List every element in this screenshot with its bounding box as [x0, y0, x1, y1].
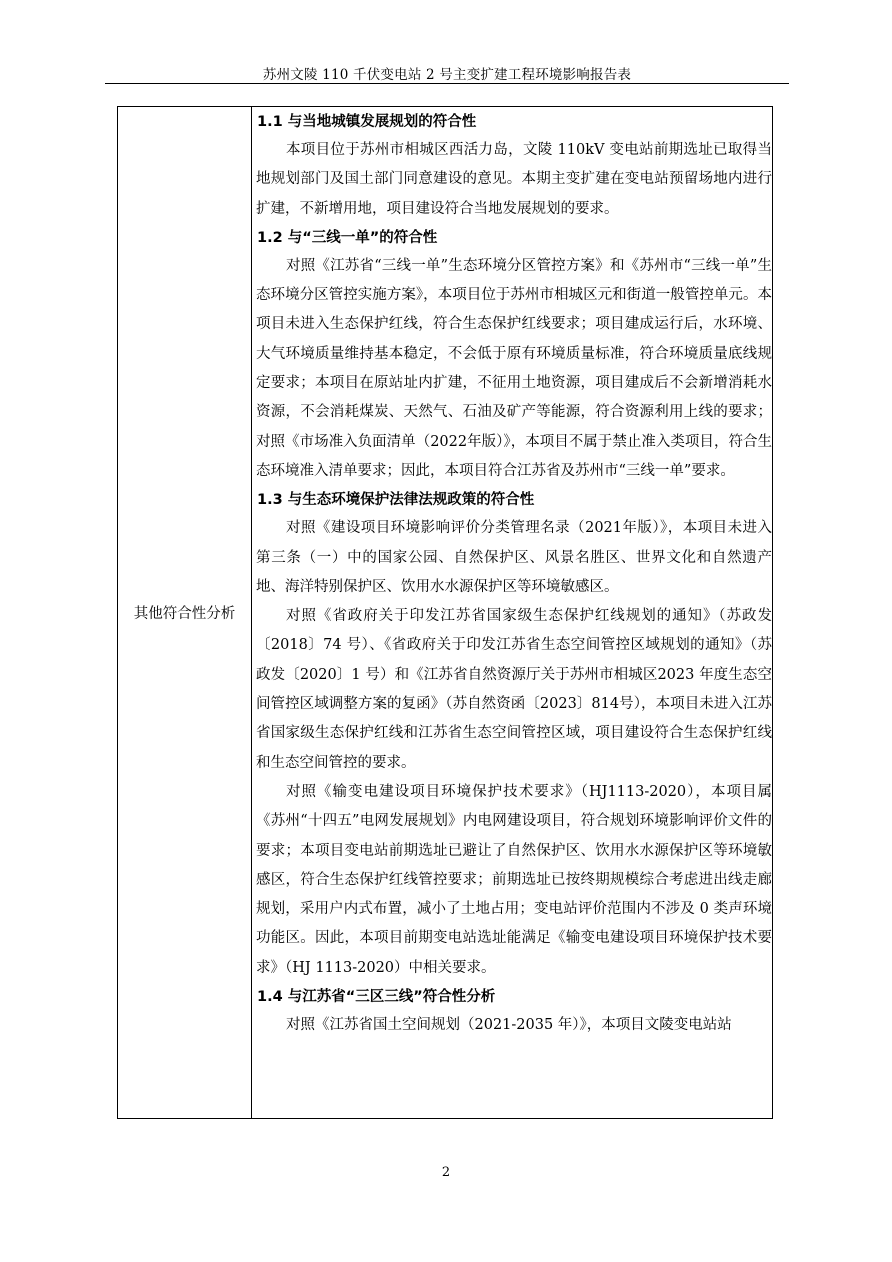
content-cell	[256, 107, 772, 1118]
section-paragraph: 对照《建设项目环境影响评价分类管理名录（2021年版）》，本项目未进入第三条（一）中的国家公园、自然保护区、风景名胜区、世界文化和自然遗产地、海洋特别保护区、饮用水水源保护区等环境敏感区。	[256, 520, 772, 595]
row-label-cell	[118, 107, 252, 1118]
section-heading-1-1: 1.1 与当地城镇发展规划的符合性	[257, 114, 477, 130]
report-header-title: 苏州文陵 110 千伏变电站 2 号主变扩建工程环境影响报告表	[262, 67, 632, 83]
section-paragraph: 对照《省政府关于印发江苏省国家级生态保护红线规划的通知》（苏政发〔2018〕74 号）、《省政府关于印发江苏省生态空间管控区域规划的通知》（苏政发〔2020〕1 号）和《江苏省自然资源厅关于苏州市相城区2023 年度生态空间管控区域调整方案的复函》（苏自然资函〔2023〕814号），本项目未进入江苏省国家级生态保护红线和江苏省生态空间管控区域，项目建设符合生态保护红线和生态空间管控的要求。	[256, 608, 772, 771]
header-divider	[105, 83, 789, 84]
section-paragraph: 对照《输变电建设项目环境保护技术要求》（HJ1113-2020），本项目属《苏州“十四五”电网发展规划》内电网建设项目，符合规划环境影响评价文件的要求；本项目变电站前期选址已避让了自然保护区、饮用水水源保护区等环境敏感区，符合生态保护红线管控要求；前期选址已按终期规模综合考虑进出线走廊规划，采用户内式布置，减小了土地占用；变电站评价范围内不涉及 0 类声环境功能区。因此，本项目前期变电站选址能满足《输变电建设项目环境保护技术要求》（HJ 1113-2020）中相关要求。	[256, 783, 772, 976]
section-heading-1-2: 1.2 与“三线一单”的符合性	[257, 229, 438, 246]
section-paragraph: 本项目位于苏州市相城区西活力岛，文陵 110kV 变电站前期选址已取得当地规划部门及国土部门同意建设的意见。本期主变扩建在变电站预留场地内进行扩建，不新增用地，项目建设符合当地发展规划的要求。	[256, 142, 772, 217]
content-table	[117, 106, 773, 1119]
section-heading-1-4: 1.4 与江苏省“三区三线”符合性分析	[257, 989, 496, 1006]
section-paragraph: 对照《江苏省国土空间规划（2021-2035 年）》，本项目文陵变电站站	[286, 1017, 732, 1034]
page-number: 2	[441, 1165, 451, 1180]
section-heading-1-3: 1.3 与生态环境保护法律法规政策的符合性	[257, 492, 535, 509]
section-paragraph: 对照《江苏省“三线一单”生态环境分区管控方案》和《苏州市“三线一单”生态环境分区管控实施方案》，本项目位于苏州市相城区元和街道一般管控单元。本项目未进入生态保护红线，符合生态保护红线要求；项目建成运行后，水环境、大气环境质量维持基本稳定，不会低于原有环境质量标准，符合环境质量底线规定要求；本项目在原站址内扩建，不征用土地资源，项目建成后不会新增消耗水资源，不会消耗煤炭、天然气、石油及矿产等能源，符合资源利用上线的要求；对照《市场准入负面清单（2022年版）》，本项目不属于禁止准入类项目，符合生态环境准入清单要求；因此，本项目符合江苏省及苏州市“三线一单”要求。	[256, 257, 772, 479]
row-label: 其他符合性分析	[133, 606, 236, 622]
